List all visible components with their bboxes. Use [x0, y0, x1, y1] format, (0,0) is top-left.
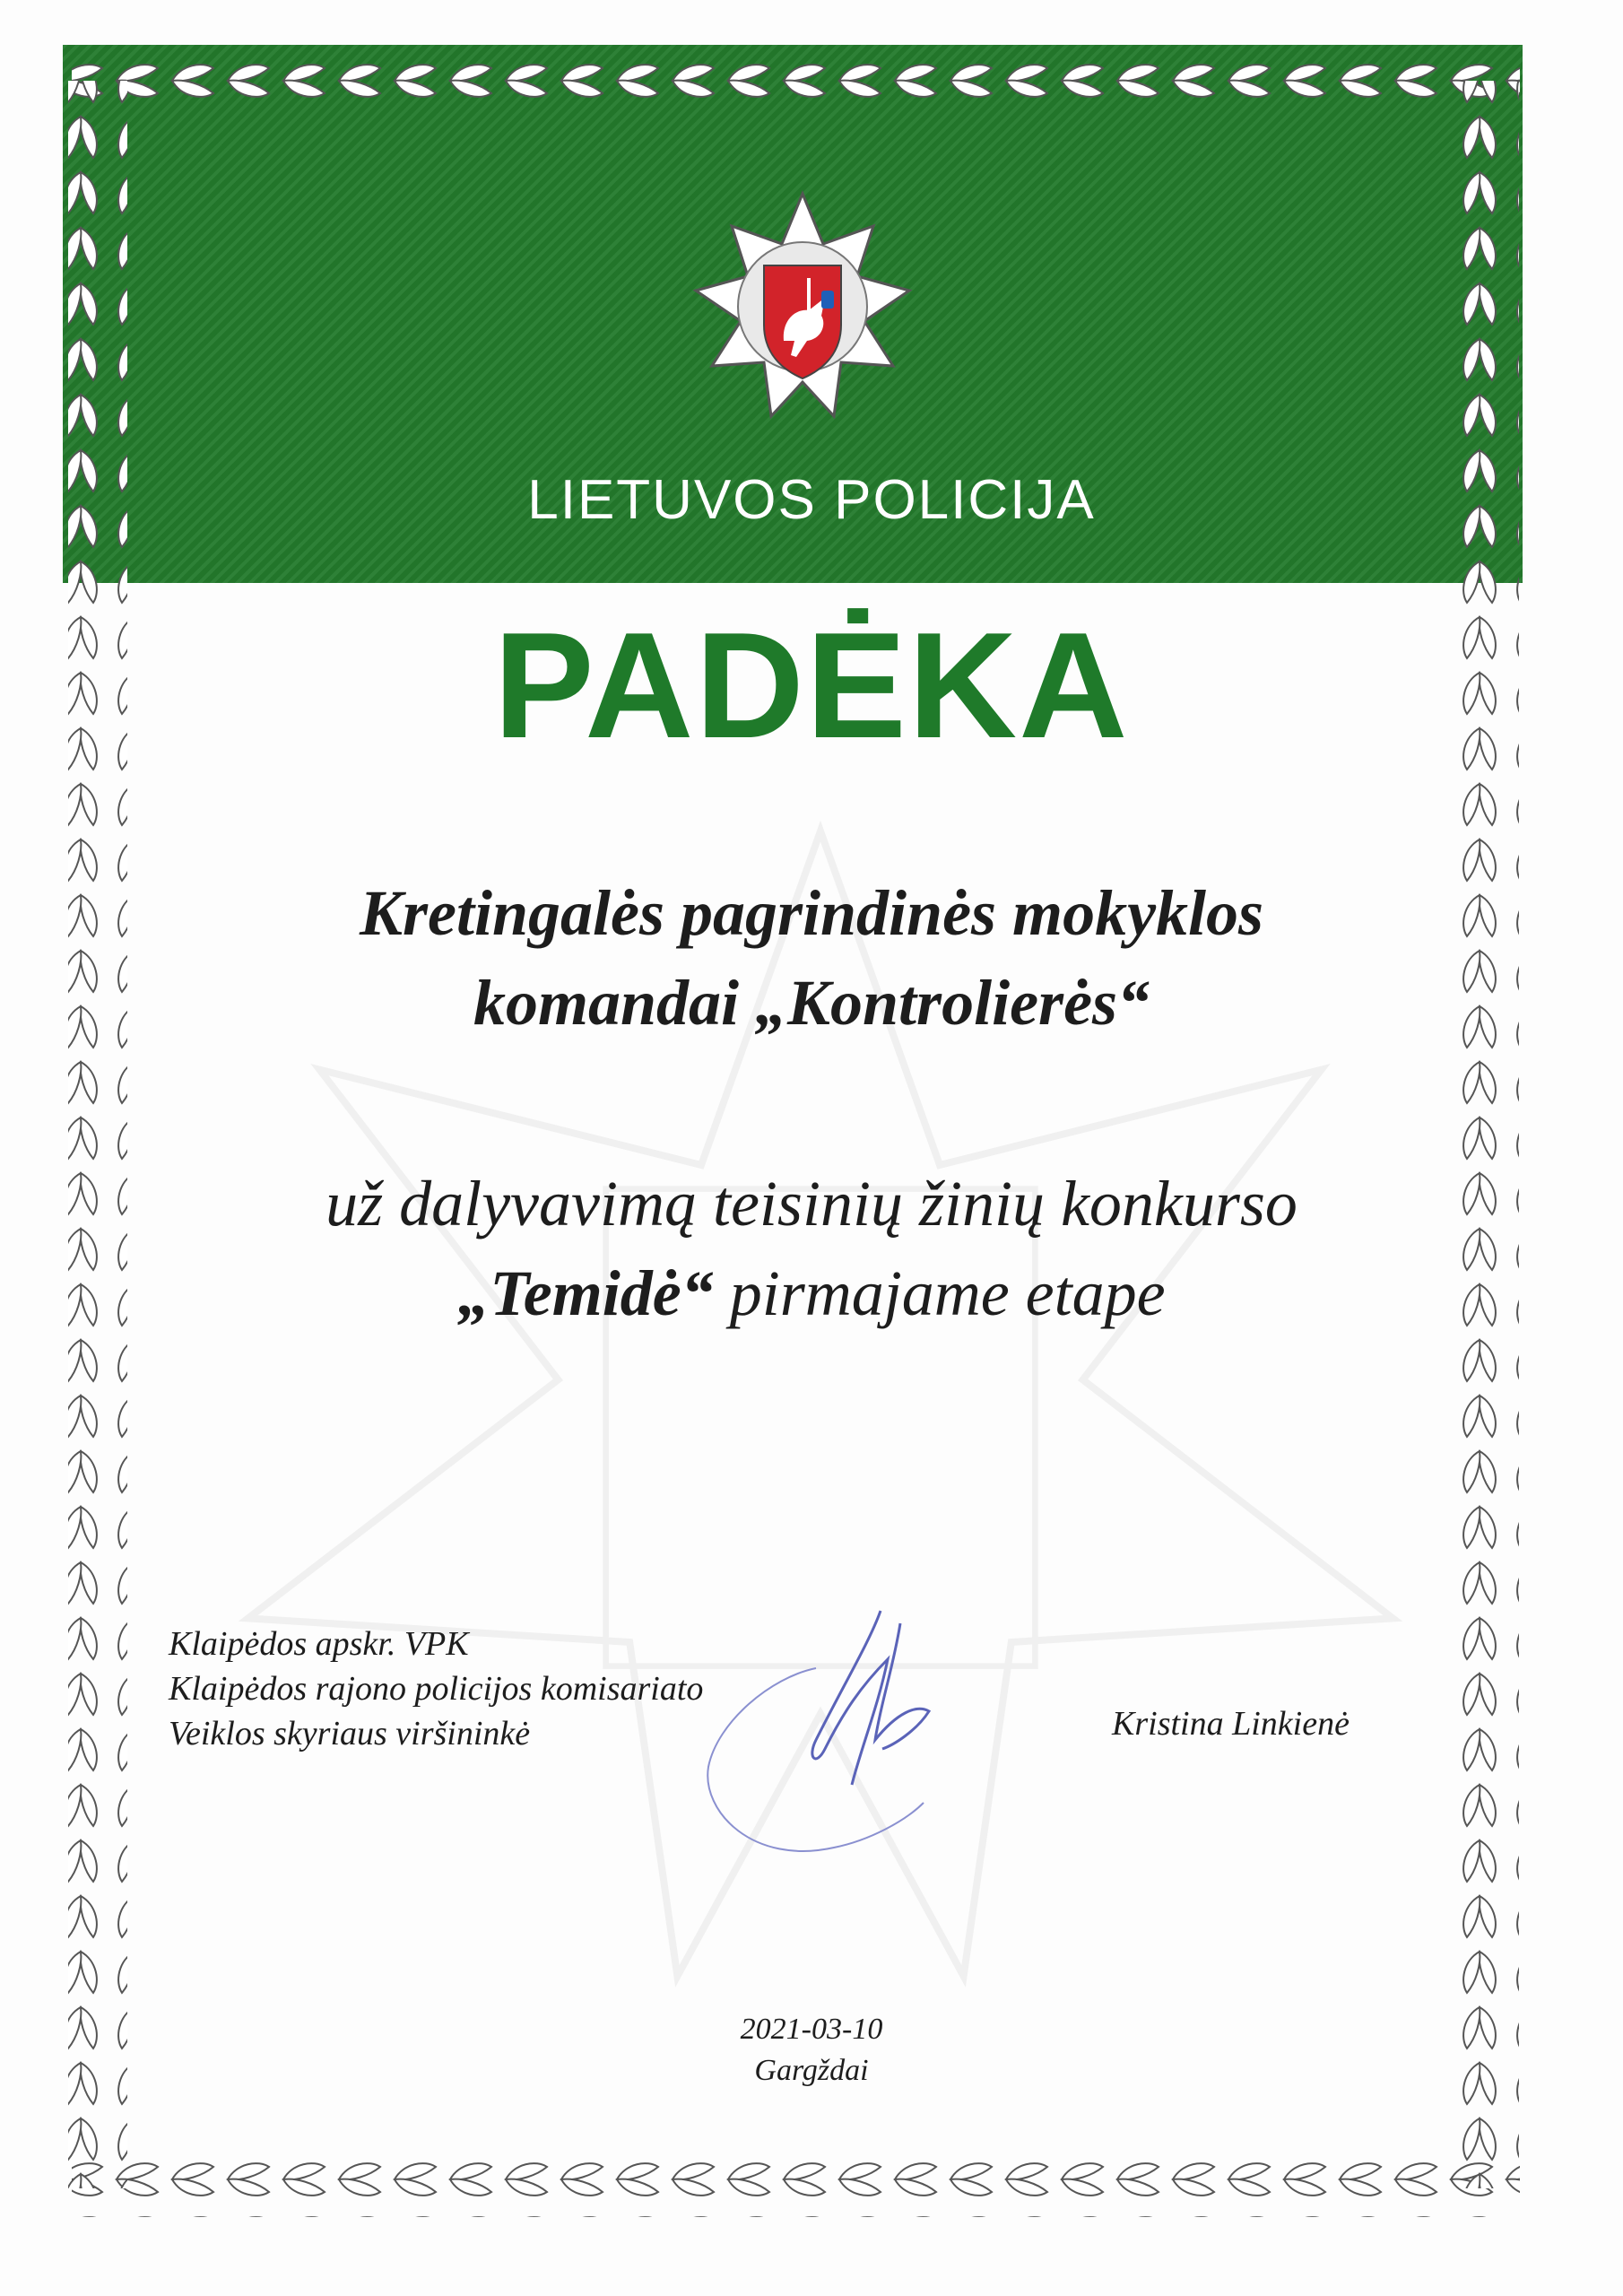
reason-line-1: už dalyvavimą teisinių žinių konkurso: [325, 1168, 1298, 1239]
issue-place: Gargždai: [754, 2054, 869, 2087]
certificate-title: PADĖKA: [493, 601, 1130, 770]
reason-line-2: [0, 1248, 1623, 1338]
signer-name: Kristina Linkienė: [1112, 1705, 1350, 1743]
issue-date: 2021-03-10: [740, 2013, 883, 2046]
recipient-block: [0, 868, 1623, 1048]
signer-line-1: Klaipėdos apskr. VPK: [169, 1625, 469, 1663]
contest-name: „Temidė“: [457, 1257, 714, 1329]
signer-title-block: [169, 1622, 703, 1756]
signer-line-3: Veiklos skyriaus viršininkė: [169, 1715, 531, 1752]
police-star-emblem-icon: [690, 190, 915, 439]
signer-line-2: Klaipėdos rajono policijos komisariato: [169, 1670, 704, 1708]
signature-icon: [681, 1605, 1040, 1874]
organization-name: LIETUVOS POLICIJA: [527, 469, 1096, 531]
recipient-line-2: komandai „Kontrolierės“: [473, 967, 1150, 1039]
recipient-line-1: Kretingalės pagrindinės mokyklos: [359, 877, 1264, 949]
reason-block: [0, 1159, 1623, 1338]
date-place-block: [0, 2009, 1623, 2092]
reason-line-2-rest: pirmajame etape: [713, 1257, 1166, 1329]
